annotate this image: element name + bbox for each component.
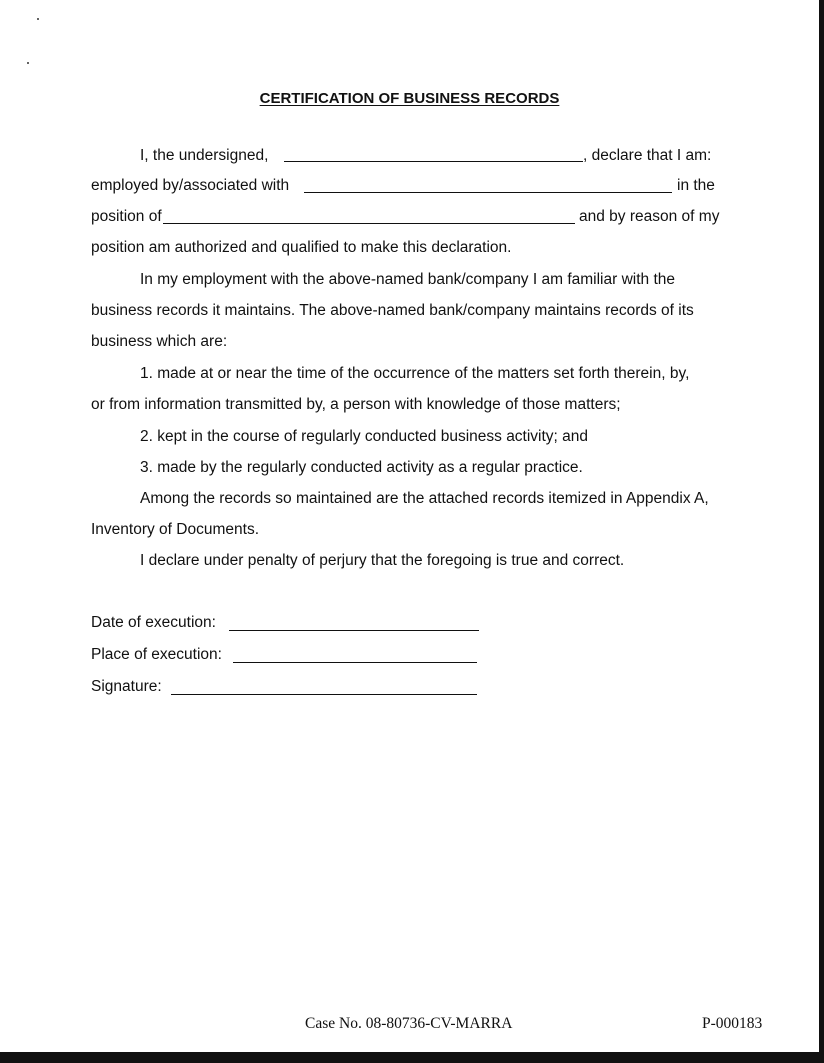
place-of-execution-line[interactable] [233,662,477,663]
list-item-3: 3. made by the regularly conducted activity as a regular practice. [140,459,583,476]
signature-line[interactable] [171,694,477,695]
paragraph3-line1: Among the records so maintained are the attached records itemized in Appendix A, [140,490,709,507]
list-item-1: 1. made at or near the time of the occurrence of the matters set forth therein, by, [140,365,690,382]
list-item-1-continued: or from information transmitted by, a person with knowledge of those matters; [91,396,621,413]
undersigned-name-line[interactable] [284,161,583,162]
declare-text: , declare that I am: [583,147,712,164]
paragraph2-line3: business which are: [91,333,228,350]
date-of-execution-line[interactable] [229,630,479,631]
document-title: CERTIFICATION OF BUSINESS RECORDS [259,90,560,107]
scan-edge-right [819,0,824,1063]
paragraph2-line1: In my employment with the above-named bank/company I am familiar with the [140,271,675,288]
place-of-execution-label: Place of execution: [91,646,222,663]
scan-speck [27,62,29,64]
page-id: P-000183 [702,1015,763,1032]
date-of-execution-label: Date of execution: [91,614,216,631]
employed-by-label: employed by/associated with [91,177,290,194]
case-number: Case No. 08-80736-CV-MARRA [305,1015,513,1032]
in-the-text: in the [677,177,715,194]
signature-label: Signature: [91,678,162,695]
paragraph3-line2: Inventory of Documents. [91,521,259,538]
position-line[interactable] [163,223,575,224]
scan-speck [37,18,39,20]
scan-edge-bottom [0,1052,824,1063]
list-item-2: 2. kept in the course of regularly conducted business activity; and [140,428,589,445]
by-reason-text: and by reason of my [579,208,720,225]
perjury-declaration: I declare under penalty of perjury that the foregoing is true and correct. [140,552,625,569]
paragraph1-line4: position am authorized and qualified to make this declaration. [91,239,512,256]
position-of-label: position of [91,208,162,225]
undersigned-label: I, the undersigned, [140,147,269,164]
employer-line[interactable] [304,192,672,193]
paragraph2-line2: business records it maintains. The above-named bank/company maintains records of its [91,302,694,319]
